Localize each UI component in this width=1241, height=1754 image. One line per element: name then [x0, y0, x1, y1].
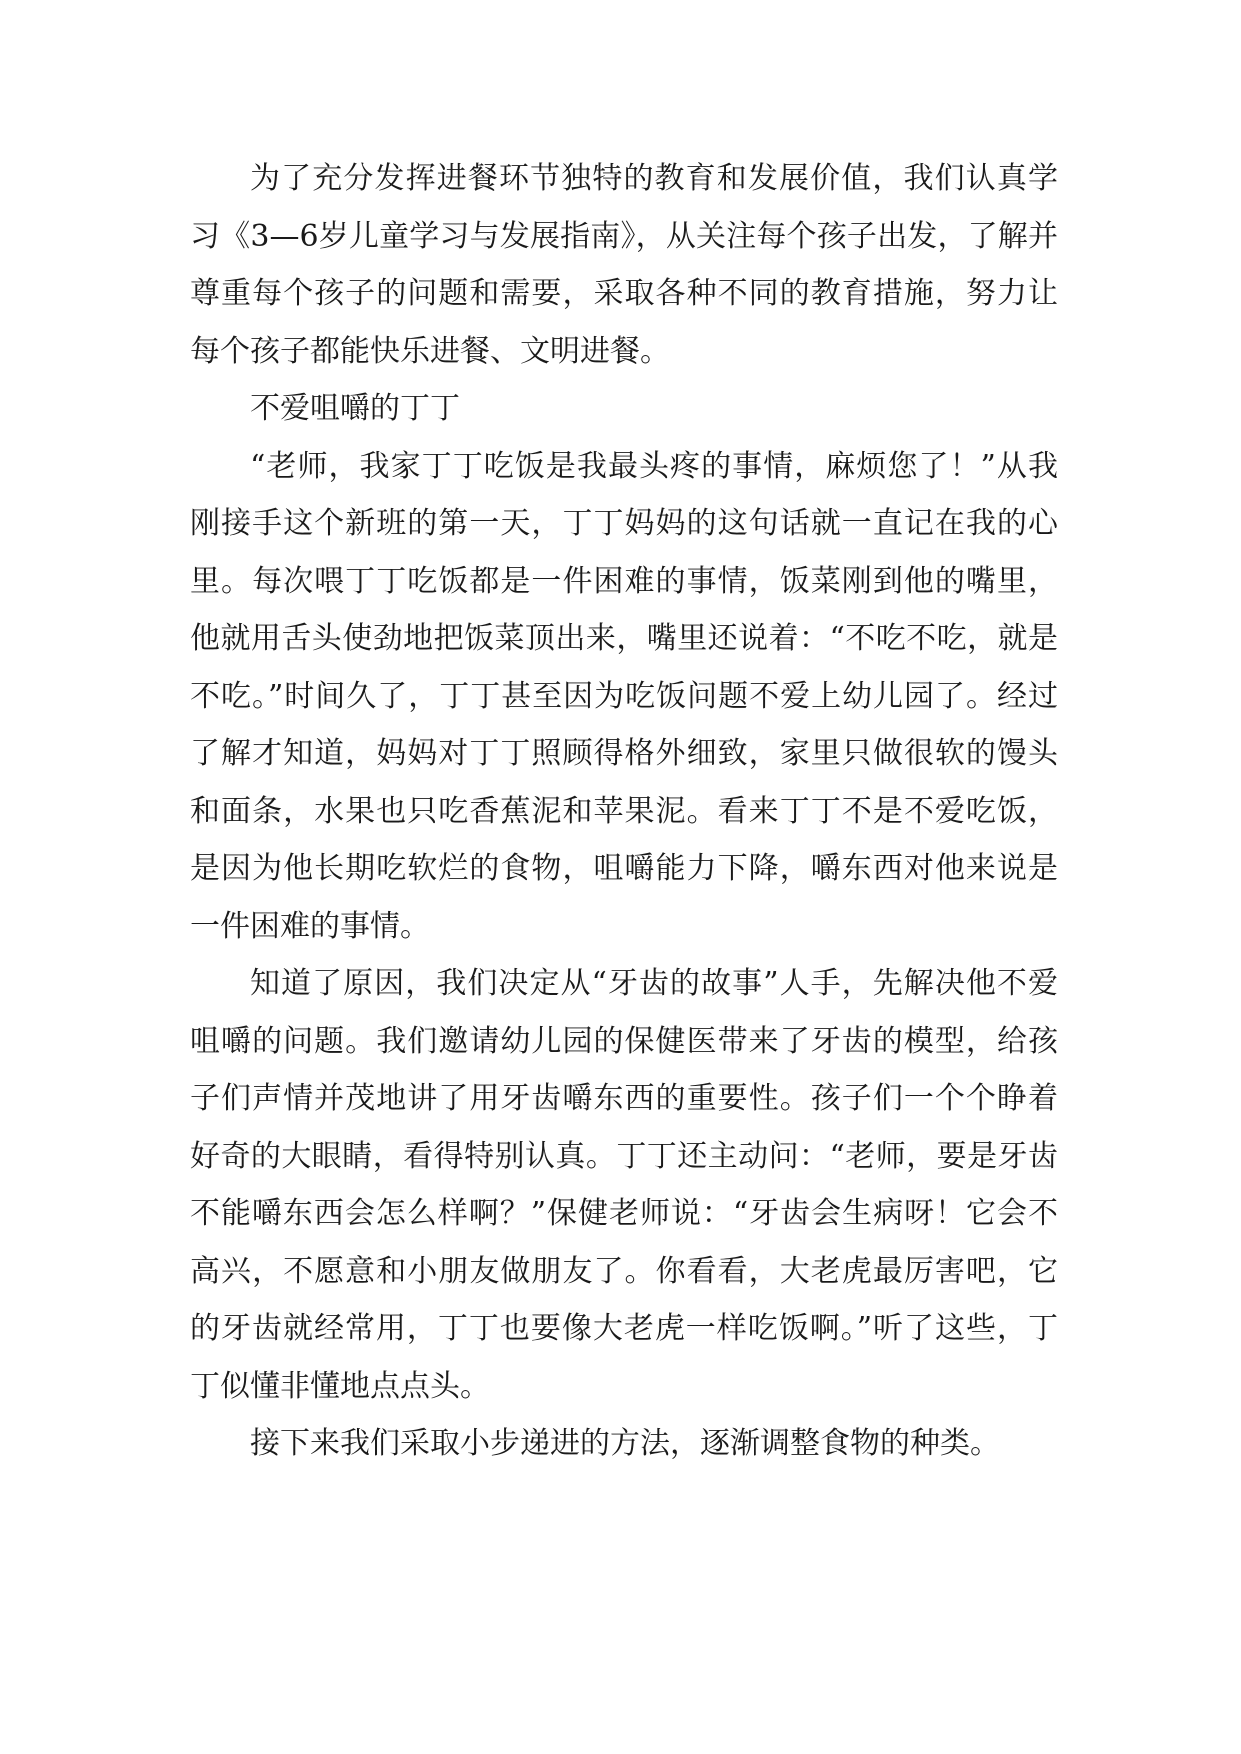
paragraph-next-steps: 接下来我们采取小步递进的方法，逐渐调整食物的种类。 — [250, 1426, 1000, 1461]
document-page — [190, 150, 1058, 1473]
section-heading: 不爱咀嚼的丁丁 — [250, 391, 460, 426]
paragraph-dingding-story: “老师，我家丁丁吃饭是我最头疼的事情，麻烦您了！”从我刚接手这个新班的第一天，丁丁妈妈的这句话就一直记在我的心里。每次喂丁丁吃饭都是一件困难的事情，饭菜刚到他的嘴里，他就用舌头使劲地把饭菜顶出来，嘴里还说着：“不吃不吃，就是不吃。”时间久了，丁丁甚至因为吃饭问题不爱上幼儿园了。经过了解才知道，妈妈对丁丁照顾得格外细致，家里只做很软的馒头和面条，水果也只吃香蕉泥和苹果泥。看来丁丁不是不爱吃饭，是因为他长期吃软烂的食物，咀嚼能力下降，嚼东西对他来说是一件困难的事情。 — [190, 448, 1058, 944]
paragraph-teeth-story: 知道了原因，我们决定从“牙齿的故事”人手，先解决他不爱咀嚼的问题。我们邀请幼儿园的保健医带来了牙齿的模型，给孩子们声情并茂地讲了用牙齿嚼东西的重要性。孩子们一个个睁着好奇的大眼睛，看得特别认真。丁丁还主动问：“老师，要是牙齿不能嚼东西会怎么样啊？”保健老师说：“牙齿会生病呀！它会不高兴，不愿意和小朋友做朋友了。你看看，大老虎最厉害吧，它的牙齿就经常用，丁丁也要像大老虎一样吃饭啊。”听了这些，丁丁似懂非懂地点点头。 — [190, 966, 1058, 1404]
paragraph-intro: 为了充分发挥进餐环节独特的教育和发展价值，我们认真学习《3—6岁儿童学习与发展指南》，从关注每个孩子出发，了解并尊重每个孩子的问题和需要，采取各种不同的教育措施，努力让每个孩子都能快乐进餐、文明进餐。 — [190, 161, 1058, 369]
